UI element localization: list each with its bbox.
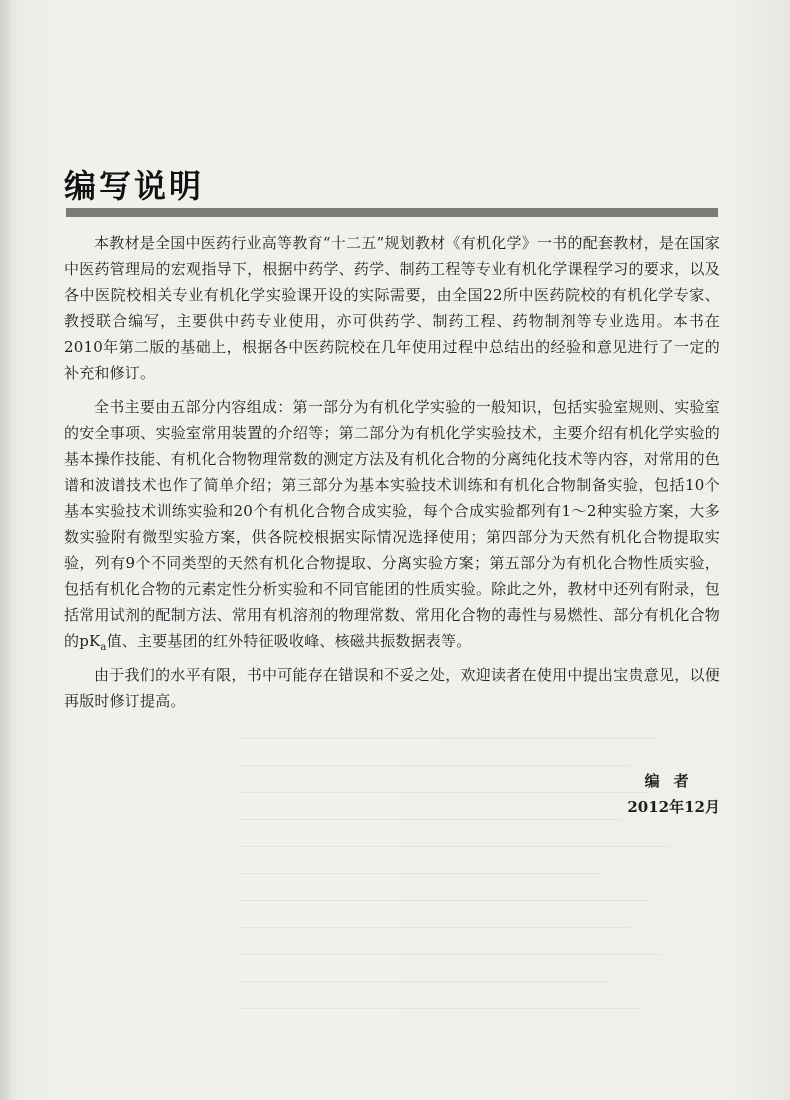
paragraph-contents xyxy=(64,394,720,654)
date-label: 2012年12月 xyxy=(627,798,720,816)
pka-subscript: a xyxy=(100,642,107,653)
paragraph-intro: 本教材是全国中医药行业高等教育“十二五”规划教材《有机化学》一书的配套教材，是在国家中医药管理局的宏观指导下，根据中药学、药学、制药工程等专业有机化学课程学习的要求，以及各中医院校相关专业有机化学实验课开设的实际需要，由全国22所中医药院校的有机化学专家、教授联合编写，主要供中药专业使用，亦可供药学、制药工程、药物制剂等专业选用。本书在2010年第二版的基础上，根据各中医药院校在几年使用过程中总结出的经验和意见进行了一定的补充和修订。 xyxy=(64,234,720,382)
pka-symbol: pK xyxy=(79,632,101,650)
author-label: 编者 xyxy=(644,772,703,790)
page-title: 编写说明 xyxy=(64,167,205,205)
paragraph-contents-main: 全书主要由五部分内容组成：第一部分为有机化学实验的一般知识，包括实验室规则、实验室的安全事项、实验室常用装置的介绍等；第二部分为有机化学实验技术，主要介绍有机化学实验的基本操作技能、有机化合物物理常数的测定方法及有机化合物的分离纯化技术等内容，对常用的色谱和波谱技术也作了简单介绍；第三部分为基本实验技术训练和有机化合物制备实验，包括10个基本实验技术训练实验和20个有机化合物合成实验，每个合成实验都列有1～2种实验方案，大多数实验附有微型实验方案，供各院校根据实际情况选择使用；第四部分为天然有机化合物提取实验，列有9个不同类型的天然有机化合物提取、分离实验方案；第五部分为有机化合物性质实验，包括有机化合物的元素定性分析实验和不同官能团的性质实验。除此之外，教材中还列有附录，包括常用试剂的配制方法、常用有机溶剂的物理常数、常用化合物的毒性与易燃性、部分有机化合物的 xyxy=(64,398,720,650)
paragraph-feedback: 由于我们的水平有限，书中可能存在错误和不妥之处，欢迎读者在使用中提出宝贵意见，以便再版时修订提高。 xyxy=(64,666,720,710)
paragraph-contents-tail: 值、主要基团的红外特征吸收峰、核磁共振数据表等。 xyxy=(106,632,472,650)
title-divider xyxy=(66,208,718,217)
body-text xyxy=(64,230,720,722)
page-binding-shadow xyxy=(0,0,12,1100)
signature-block xyxy=(627,768,720,820)
show-through-texture xyxy=(240,716,710,1046)
